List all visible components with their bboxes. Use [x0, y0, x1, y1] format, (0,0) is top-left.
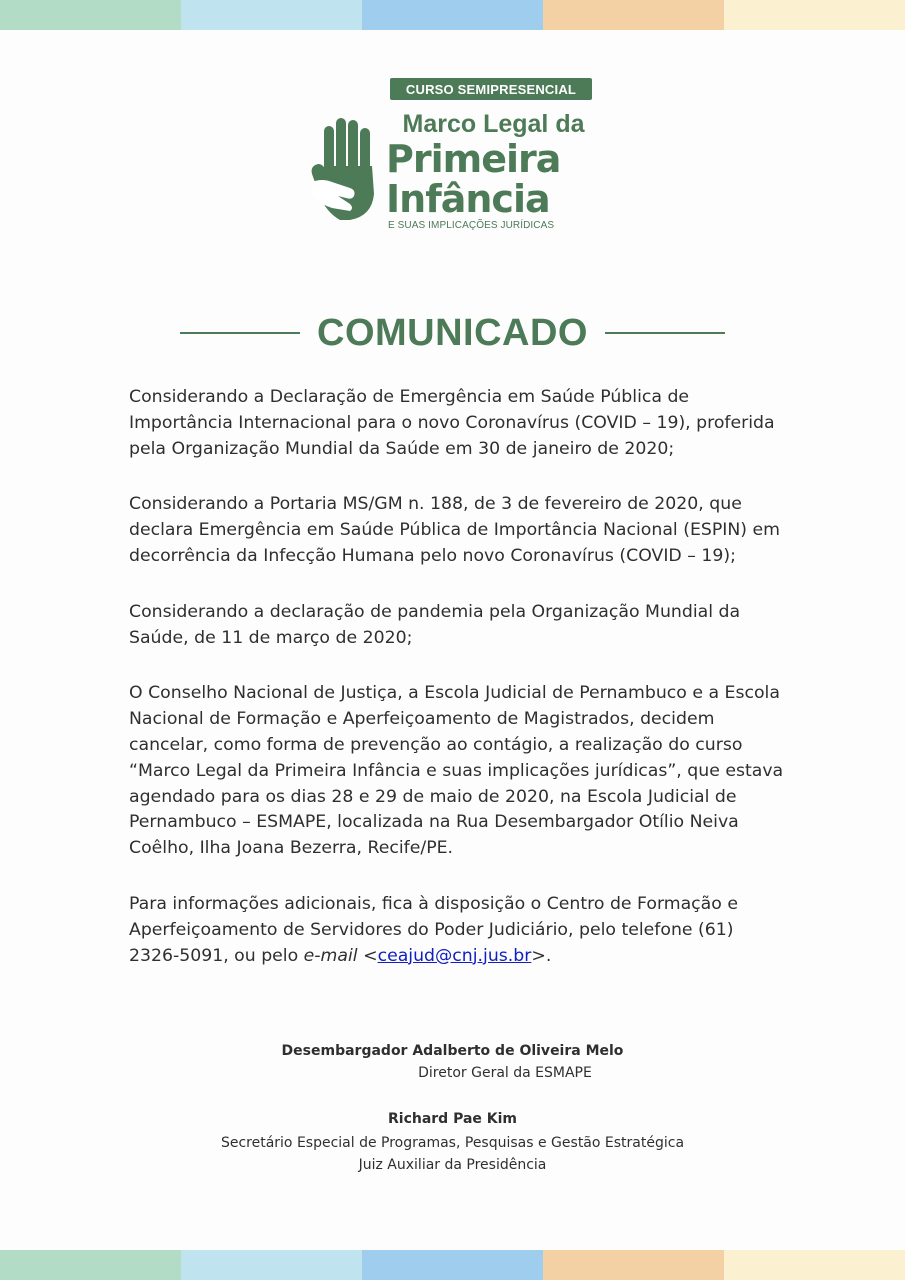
stripe-segment [362, 1250, 543, 1280]
signature-2-role-2: Juiz Auxiliar da Presidência [358, 1157, 547, 1173]
signature-2 [150, 1108, 755, 1176]
paragraph-1: Considerando a Declaração de Emergência em Saúde Pública de Importância Internacional para o novo Coronavírus (COVID – 19), proferida pela Organização Mundial da Saúde em 30 de janeiro de 2020; [129, 387, 775, 459]
paragraph-3: Considerando a declaração de pandemia pela Organização Mundial da Saúde, de 11 de março de 2020; [129, 601, 741, 648]
heading-rule-right [605, 332, 725, 334]
announcement-body [129, 385, 789, 999]
email-link[interactable]: ceajud@cnj.jus.br [377, 945, 532, 966]
stripe-segment [724, 0, 905, 30]
stripe-segment [181, 1250, 362, 1280]
contact-text: Para informações adicionais, fica à disposição o Centro de Formação e Aperfeiçoamento de Servidores do Poder Judiciário, pelo telefone (61) 2326-5091, ou pelo [129, 893, 738, 966]
stripe-segment [543, 0, 724, 30]
signature-1-role: Diretor Geral da ESMAPE [418, 1065, 592, 1081]
signature-2-role-1: Secretário Especial de Programas, Pesquisas e Gestão Estratégica [220, 1135, 685, 1151]
logo-subtitle: E SUAS IMPLICAÇÕES JURÍDICAS [388, 220, 555, 231]
page-heading [180, 308, 725, 358]
signature-2-name: Richard Pae Kim [387, 1111, 518, 1127]
logo-badge: CURSO SEMIPRESENCIAL [390, 78, 592, 100]
logo-title-line3: Infância [386, 177, 550, 221]
stripe-segment [362, 0, 543, 30]
email-close-bracket: >. [531, 945, 552, 966]
logo-title-line1: Marco Legal da [402, 110, 585, 138]
email-word: e-mail [303, 945, 358, 966]
logo-title-line2: Primeira [386, 137, 561, 181]
stripe-segment [0, 0, 181, 30]
bottom-color-stripe [0, 1250, 905, 1280]
top-color-stripe [0, 0, 905, 30]
page-title: COMUNICADO [317, 312, 588, 354]
email-open-bracket: < [357, 945, 378, 966]
paragraph-2: Considerando a Portaria MS/GM n. 188, de 3 de fevereiro de 2020, que declara Emergência em Saúde Pública de Importância Nacional (ESPIN) em decorrência da Infecção Humana pelo novo Coronavírus (COVID – 19); [129, 494, 780, 566]
signature-1 [150, 1040, 755, 1084]
heading-rule-left [180, 332, 300, 334]
stripe-segment [543, 1250, 724, 1280]
course-logo [310, 78, 600, 238]
paragraph-4: O Conselho Nacional de Justiça, a Escola Judicial de Pernambuco e a Escola Nacional de Formação e Aperfeiçoamento de Magistrados, decidem cancelar, como forma de prevenção ao contágio, a realização do curso “Marco Legal da Primeira Infância e suas implicações jurídicas”, que estava agendado para os dias 28 e 29 de maio de 2020, na Escola Judicial de Pernambuco – ESMAPE, localizada na Rua Desembargador Otílio Neiva Coêlho, Ilha Joana Bezerra, Recife/PE. [129, 683, 784, 859]
stripe-segment [724, 1250, 905, 1280]
signature-1-name: Desembargador Adalberto de Oliveira Melo [281, 1043, 624, 1059]
stripe-segment [0, 1250, 181, 1280]
hands-icon [310, 116, 382, 222]
stripe-segment [181, 0, 362, 30]
paragraph-5 [129, 892, 789, 969]
